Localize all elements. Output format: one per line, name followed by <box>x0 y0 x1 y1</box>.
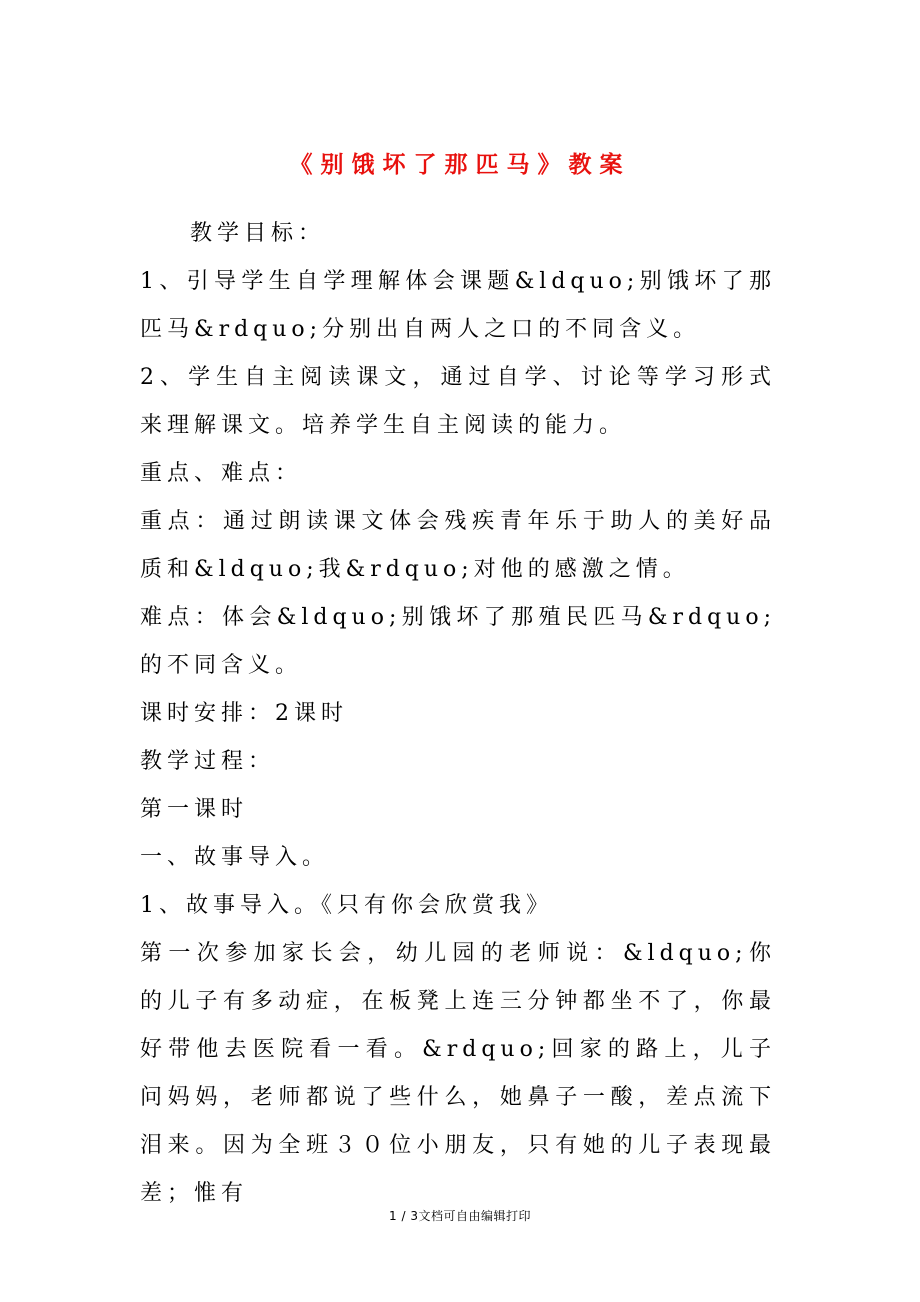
document-body <box>140 210 776 1218</box>
paragraph-difficulty: 难点：体会&ldquo;别饿坏了那殖民匹马&rdquo;的不同含义。 <box>140 605 776 678</box>
paragraph-story-intro: 1、故事导入。《只有你会欣赏我》 <box>140 893 553 918</box>
paragraph-goal-2: 2、学生自主阅读课文，通过自学、讨论等学习形式来理解课文。培养学生自主阅读的能力。 <box>140 365 776 438</box>
paragraph-goal-1: 1、引导学生自学理解体会课题&ldquo;别饿坏了那匹马&rdquo;分别出自两人之口的不同含义。 <box>140 269 776 342</box>
paragraph-key-points-heading: 重点、难点： <box>140 461 303 486</box>
paragraph-story-text: 第一次参加家长会，幼儿园的老师说：&ldquo;你的儿子有多动症，在板凳上连三分钟都坐不了，你最好带他去医院看一看。&rdquo;回家的路上，儿子问妈妈，老师都说了些什么，她鼻子一酸，差点流下泪来。因为全班３０位小朋友，只有她的儿子表现最差；惟有 <box>140 941 776 1206</box>
paragraph-key-point: 重点：通过朗读课文体会残疾青年乐于助人的美好品质和&ldquo;我&rdquo;对他的感激之情。 <box>140 509 776 582</box>
paragraph-process-heading: 教学过程： <box>140 749 276 774</box>
paragraph-schedule: 课时安排：2课时 <box>140 701 348 726</box>
paragraph-teaching-goals-heading: 教学目标： <box>190 221 326 246</box>
page-footer: 1 / 3文档可自由编辑打印 <box>389 1209 531 1223</box>
paragraph-section-one: 一、故事导入。 <box>140 845 330 870</box>
paragraph-first-lesson: 第一课时 <box>140 797 249 822</box>
document-title: 《别饿坏了那匹马》教案 <box>289 151 631 178</box>
